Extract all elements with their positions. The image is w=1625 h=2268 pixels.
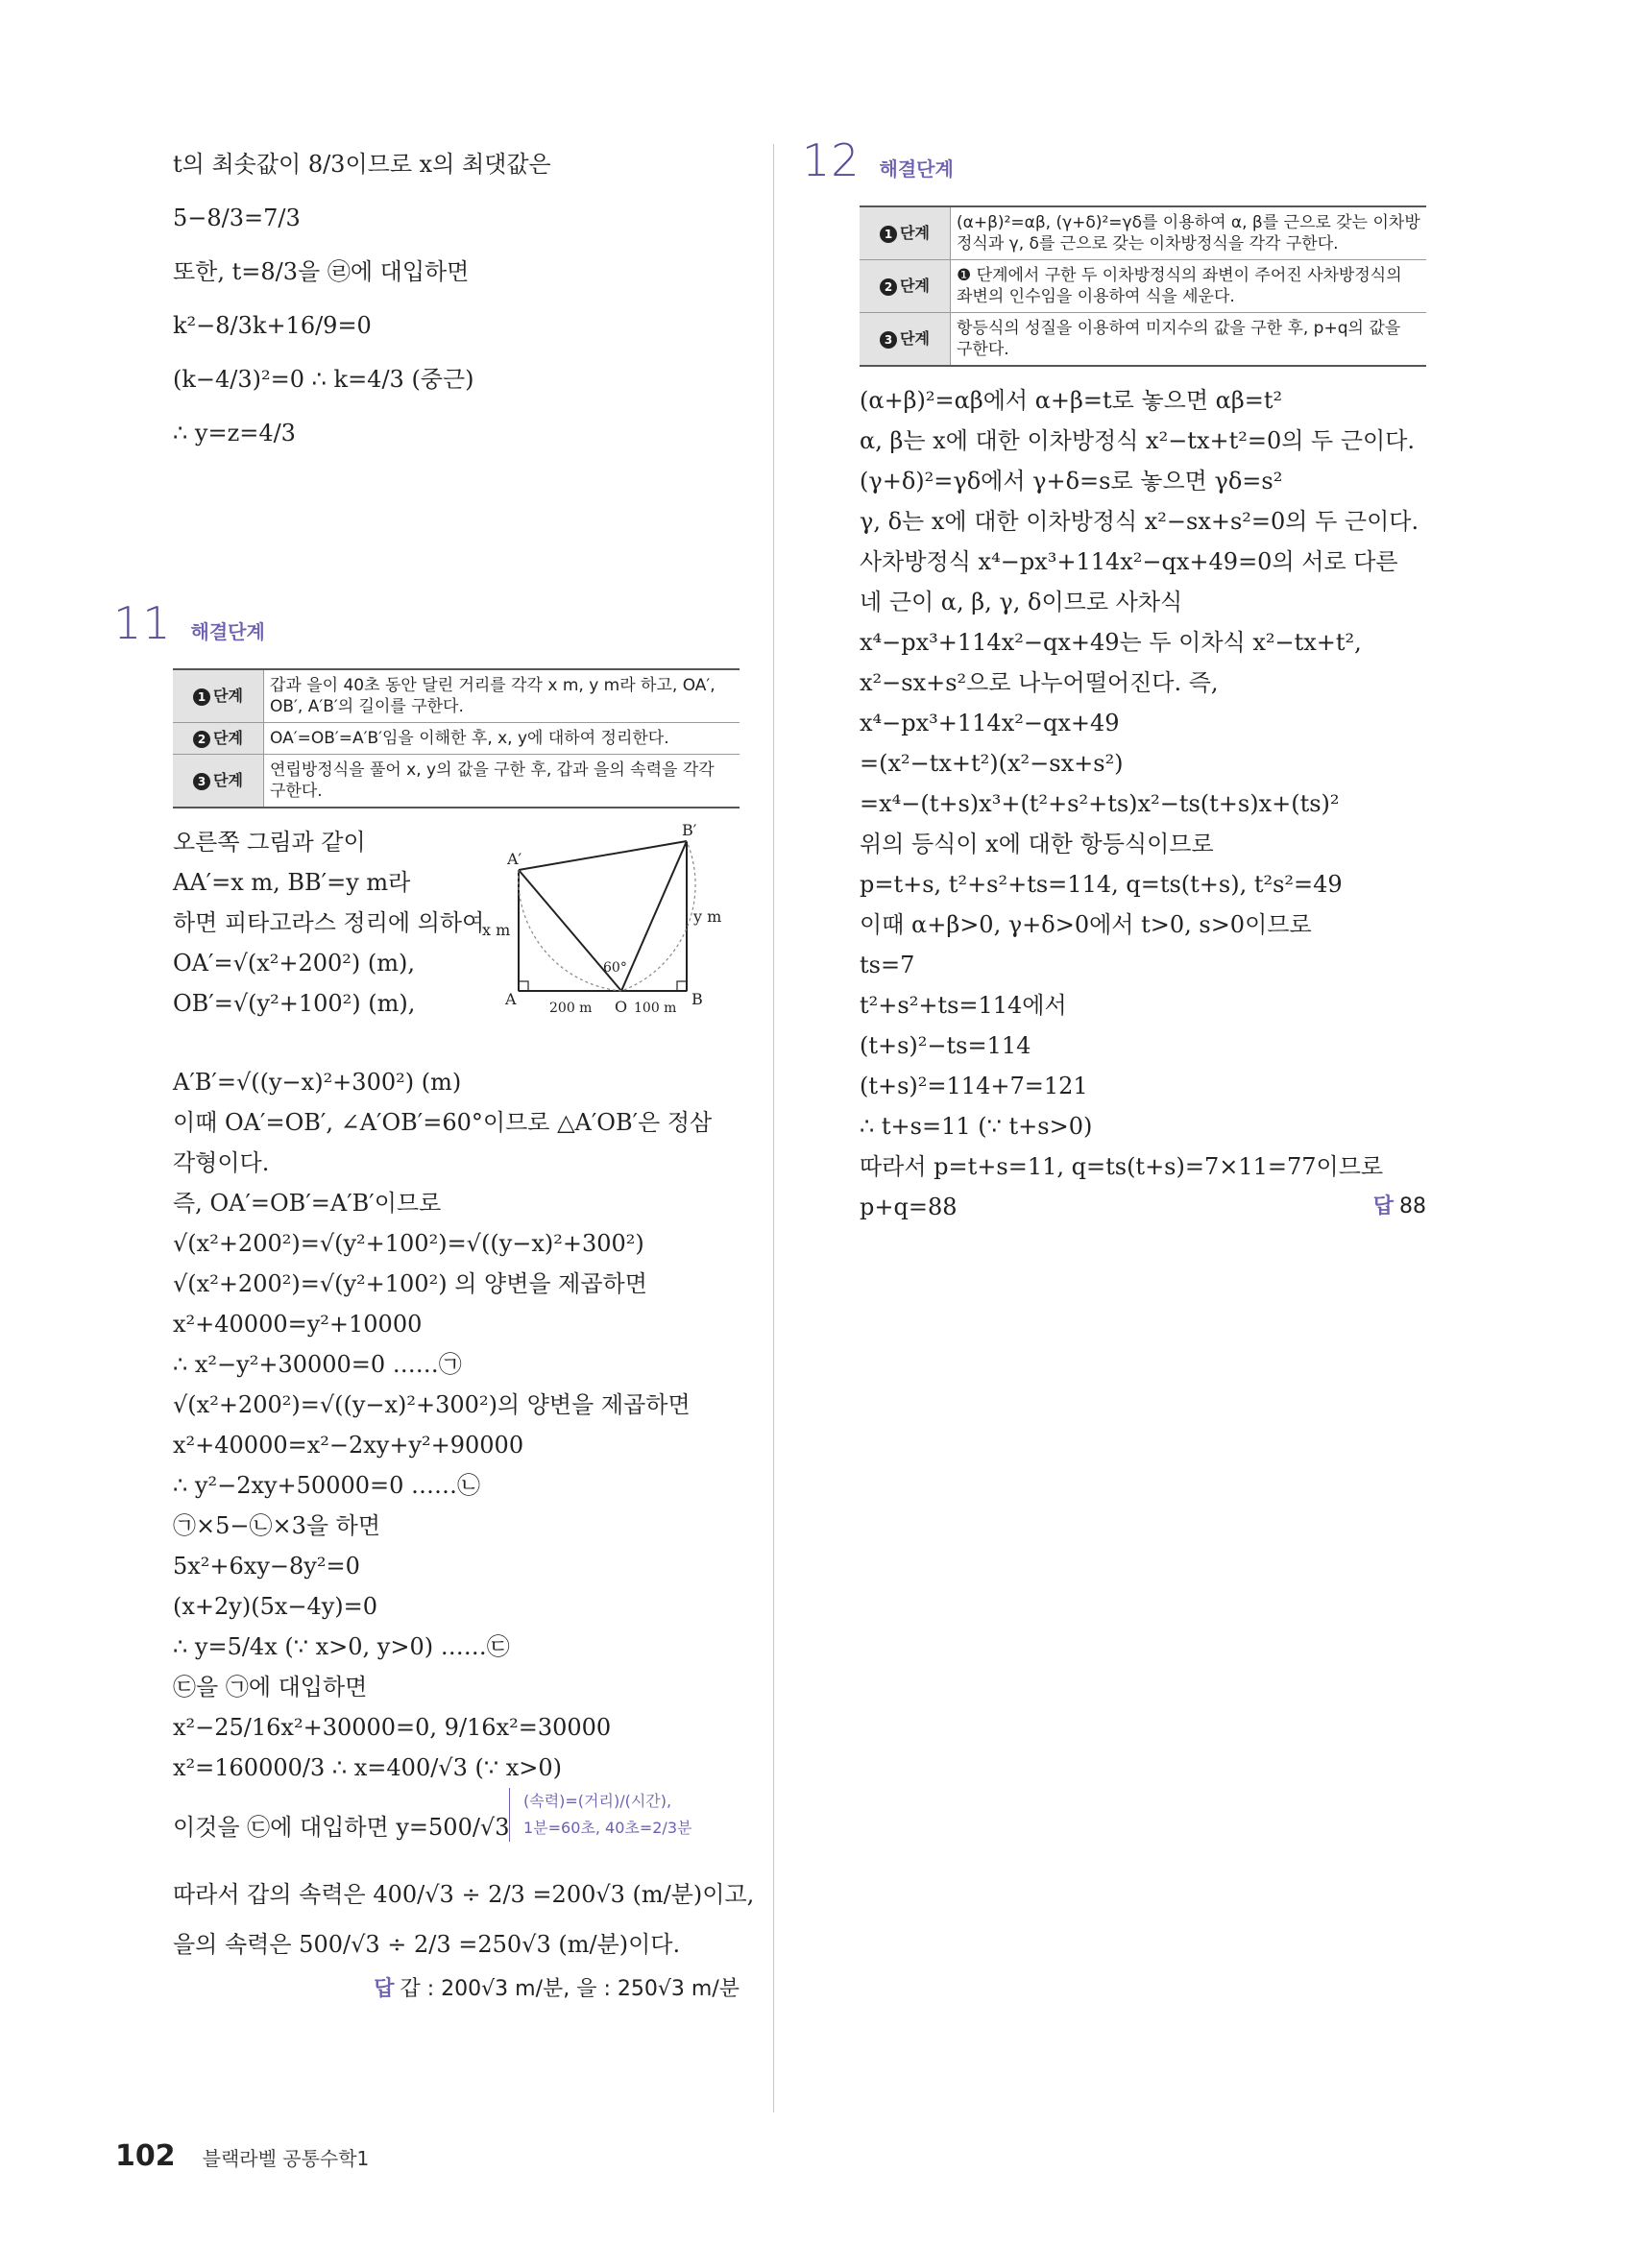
solution-line: 위의 등식이 x에 대한 항등식이므로 <box>860 831 1214 857</box>
solution-line: 하면 피타고라스 정리에 의하여 <box>173 909 485 936</box>
intro-line-6: ∴ y=z=4/3 <box>173 420 296 446</box>
label-a: A <box>505 990 517 1008</box>
label-60deg: 60° <box>603 960 627 976</box>
solution-line: x²=160000/3 ∴ x=400/√3 (∵ x>0) <box>173 1754 563 1781</box>
solution-line: ㉠×5−㉡×3을 하면 <box>173 1512 381 1539</box>
label-200m: 200 m <box>549 1001 593 1016</box>
intro-line-2: 5−8/3=7/3 <box>173 205 301 231</box>
label-bp: B′ <box>682 821 697 839</box>
label-100m: 100 m <box>634 1001 677 1016</box>
solution-line: (γ+δ)²=γδ에서 γ+δ=s로 놓으면 γδ=s² <box>860 468 1283 495</box>
solution-line: √(x²+200²)=√(y²+100²)=√((y−x)²+300²) <box>173 1230 644 1257</box>
solution-line: p=t+s, t²+s²+ts=114, q=ts(t+s), t²s²=49 <box>860 871 1343 898</box>
side-note <box>509 1788 691 1842</box>
step-label-text: 단계 <box>900 277 930 295</box>
step-number-icon: 2 <box>880 278 897 296</box>
step-row <box>173 755 740 808</box>
step-row <box>173 723 740 755</box>
right-angle-a <box>519 981 528 991</box>
problem-11-header <box>113 597 749 649</box>
solution-line: OA′=√(x²+200²) (m), <box>173 950 416 977</box>
page-number: 102 <box>115 2139 176 2173</box>
solution-steps-title: 해결단계 <box>190 620 265 643</box>
steps-table-12 <box>860 205 1426 367</box>
step-number-icon: 1 <box>880 226 897 243</box>
problem-number: 12 <box>802 134 861 186</box>
step-label-text: 단계 <box>213 771 243 789</box>
step-label-text: 단계 <box>900 224 930 242</box>
intro-line-4: k²−8/3k+16/9=0 <box>173 312 372 339</box>
right-angle-b <box>677 981 687 991</box>
step-text: OA′=OB′=A′B′임을 이해한 후, x, y에 대하여 정리한다. <box>264 723 740 755</box>
solution-line: 5x²+6xy−8y²=0 <box>173 1553 360 1580</box>
solution-line: 사차방정식 x⁴−px³+114x²−qx+49=0의 서로 다른 <box>860 548 1398 575</box>
solution-line: 따라서 p=t+s=11, q=ts(t+s)=7×11=77이므로 <box>860 1153 1384 1180</box>
page-footer <box>115 2139 369 2173</box>
column-divider <box>773 144 774 2112</box>
solution-line: 각형이다. <box>173 1149 270 1176</box>
final-row-12 <box>860 1187 1426 1227</box>
step-number-icon: 3 <box>193 773 210 790</box>
solution-line: 오른쪽 그림과 같이 <box>173 829 366 856</box>
step-text: 갑과 을이 40초 동안 달린 거리를 각각 x m, y m라 하고, OA′, OB′, A′B′의 길이를 구한다. <box>264 669 740 723</box>
label-ap: A′ <box>507 850 522 868</box>
solution-line: =(x²−tx+t²)(x²−sx+s²) <box>860 750 1124 777</box>
step-number-icon: 2 <box>193 731 210 748</box>
solution-steps-title: 해결단계 <box>879 157 954 181</box>
note-row <box>173 1788 749 1869</box>
solution-line: ∴ y²−2xy+50000=0 ……㉡ <box>173 1472 481 1499</box>
answer-text: 88 <box>1399 1194 1426 1218</box>
step-label <box>860 313 951 367</box>
figure-side-text <box>173 822 490 1024</box>
solution-line: =x⁴−(t+s)x³+(t²+s²+ts)x²−ts(t+s)x+(ts)² <box>860 790 1340 817</box>
solution-line: OB′=√(y²+100²) (m), <box>173 990 416 1017</box>
step-row <box>860 206 1426 260</box>
solution-line: (α+β)²=αβ에서 α+β=t로 놓으면 αβ=t² <box>860 387 1283 414</box>
final-line-2: 을의 속력은 500/√3 ÷ 2/3 =250√3 (m/분)이다. <box>173 1931 681 1958</box>
step-text: 항등식의 성질을 이용하여 미지수의 값을 구한 후, p+q의 값을 구한다. <box>951 313 1427 367</box>
label-ym: y m <box>693 907 722 926</box>
solution-line: 네 근이 α, β, γ, δ이므로 사차식 <box>860 589 1183 615</box>
label-b: B <box>691 990 703 1008</box>
solution-line: x²+40000=x²−2xy+y²+90000 <box>173 1432 524 1459</box>
answer-12 <box>1373 1187 1426 1227</box>
solution-line: AA′=x m, BB′=y m라 <box>173 869 411 896</box>
solution-line: ts=7 <box>860 952 915 978</box>
intro-line-1: t의 최솟값이 8/3이므로 x의 최댓값은 <box>173 151 551 178</box>
step-label <box>860 206 951 260</box>
solution-line: 이때 α+β>0, γ+δ>0에서 t>0, s>0이므로 <box>860 911 1312 938</box>
solution-line: A′B′=√((y−x)²+300²) (m) <box>173 1069 462 1096</box>
solution-line: √(x²+200²)=√(y²+100²) 의 양변을 제곱하면 <box>173 1270 647 1297</box>
solution-line: (t+s)²=114+7=121 <box>860 1073 1088 1099</box>
solution-line: α, β는 x에 대한 이차방정식 x²−tx+t²=0의 두 근이다. <box>860 427 1416 454</box>
solution-line: x²−sx+s²으로 나누어떨어진다. 즉, <box>860 669 1219 696</box>
solution-line: p+q=88 <box>860 1194 958 1220</box>
solution-line: ㉢을 ㉠에 대입하면 <box>173 1674 368 1701</box>
step-label-text: 단계 <box>213 687 243 705</box>
problem-12-header <box>802 134 1436 186</box>
step-number-icon: 1 <box>193 688 210 706</box>
solution-line: 이것을 ㉢에 대입하면 y=500/√3 <box>173 1814 510 1841</box>
solution-line: ∴ x²−y²+30000=0 ……㉠ <box>173 1351 462 1378</box>
left-column <box>113 144 755 2002</box>
solution-line: 즉, OA′=OB′=A′B′이므로 <box>173 1190 442 1217</box>
solution-line: (t+s)²−ts=114 <box>860 1032 1031 1059</box>
segment-o-bp <box>621 841 687 991</box>
intro-line-5: (k−4/3)²=0 ∴ k=4/3 (중근) <box>173 366 474 393</box>
answer-11 <box>173 1972 740 2002</box>
solution-line: x²+40000=y²+10000 <box>173 1311 423 1338</box>
geometry-figure <box>482 821 740 1016</box>
final-line-1: 따라서 갑의 속력은 400/√3 ÷ 2/3 =200√3 (m/분)이고, <box>173 1881 755 1908</box>
answer-text: 갑 : 200√3 m/분, 을 : 250√3 m/분 <box>400 1977 740 2001</box>
label-xm: x m <box>482 921 511 939</box>
note-time: 1분=60초, 40초=2/3분 <box>523 1819 692 1837</box>
step-text: (α+β)²=αβ, (γ+δ)²=γδ를 이용하여 α, β를 근으로 갖는 이차방정식과 γ, δ를 근으로 갖는 이차방정식을 각각 구한다. <box>951 206 1427 260</box>
step-text: ❶ 단계에서 구한 두 이차방정식의 좌변이 주어진 사차방정식의 좌변의 인수임을 이용하여 식을 세운다. <box>951 260 1427 313</box>
solution-line: 이때 OA′=OB′, ∠A′OB′=60°이므로 △A′OB′은 정삼 <box>173 1109 713 1136</box>
figure-block <box>173 822 749 1062</box>
solution-line: t²+s²+ts=114에서 <box>860 992 1067 1019</box>
solution-line: x²−25/16x²+30000=0, 9/16x²=30000 <box>173 1714 612 1741</box>
segment-ap-bp <box>519 841 687 870</box>
step-label <box>173 723 264 755</box>
solution-line: x⁴−px³+114x²−qx+49 <box>860 710 1120 736</box>
solution-line: ∴ y=5/4x (∵ x>0, y>0) ……㉢ <box>173 1633 510 1660</box>
solution-line: γ, δ는 x에 대한 이차방정식 x²−sx+s²=0의 두 근이다. <box>860 508 1419 535</box>
step-label <box>860 260 951 313</box>
step-row <box>173 669 740 723</box>
solution-line: ∴ t+s=11 (∵ t+s>0) <box>860 1113 1093 1140</box>
step-row <box>860 313 1426 367</box>
solution-line: √(x²+200²)=√((y−x)²+300²)의 양변을 제곱하면 <box>173 1391 691 1418</box>
label-o: O <box>615 998 628 1016</box>
step-label <box>173 669 264 723</box>
intro-line-3: 또한, t=8/3을 ㉣에 대입하면 <box>173 258 470 285</box>
answer-tag: 답 <box>1372 1194 1394 1218</box>
steps-table-11 <box>173 668 740 808</box>
right-column <box>802 134 1436 1227</box>
step-label-text: 단계 <box>213 729 243 747</box>
step-number-icon: 3 <box>880 331 897 349</box>
book-title: 블랙라벨 공통수학1 <box>202 2147 370 2170</box>
step-label <box>173 755 264 808</box>
step-label-text: 단계 <box>900 329 930 348</box>
problem-number: 11 <box>113 597 172 649</box>
answer-tag: 답 <box>374 1977 395 2001</box>
step-row <box>860 260 1426 313</box>
step-text: 연립방정식을 풀어 x, y의 값을 구한 후, 갑과 을의 속력을 각각 구한다. <box>264 755 740 808</box>
note-speed: (속력)=(거리)/(시간), <box>523 1792 672 1810</box>
solution-line: (x+2y)(5x−4y)=0 <box>173 1593 378 1620</box>
solution-line: x⁴−px³+114x²−qx+49는 두 이차식 x²−tx+t², <box>860 629 1362 656</box>
